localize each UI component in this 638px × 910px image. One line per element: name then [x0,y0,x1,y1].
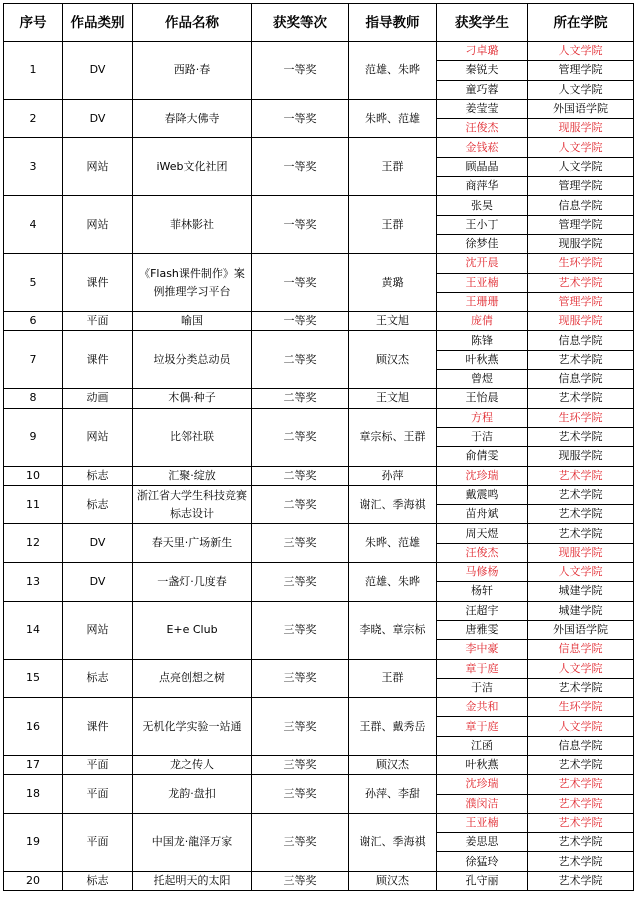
cell-seq: 14 [4,601,63,659]
cell-award: 二等奖 [252,466,349,485]
cell-college: 艺术学院 [528,466,634,485]
cell-student: 徐猛玲 [437,852,528,871]
cell-student: 童巧蓉 [437,80,528,99]
cell-category: DV [63,42,133,100]
cell-student: 王珊珊 [437,292,528,311]
cell-student: 商萍华 [437,177,528,196]
cell-college: 管理学院 [528,61,634,80]
header-teacher: 指导教师 [349,4,437,42]
cell-work-name: 垃圾分类总动员 [133,331,252,389]
cell-teacher: 顾汉杰 [349,871,437,890]
cell-work-name: 喻国 [133,312,252,331]
cell-student: 孔守丽 [437,871,528,890]
cell-college: 城建学院 [528,601,634,620]
cell-college: 人文学院 [528,563,634,582]
cell-college: 信息学院 [528,196,634,215]
cell-award: 三等奖 [252,659,349,698]
cell-award: 一等奖 [252,42,349,100]
cell-category: DV [63,524,133,563]
cell-college: 艺术学院 [528,427,634,446]
cell-category: 课件 [63,698,133,756]
cell-seq: 11 [4,485,63,524]
cell-student: 苗舟斌 [437,505,528,524]
cell-seq: 12 [4,524,63,563]
cell-student: 王小丁 [437,215,528,234]
cell-student: 唐雅雯 [437,620,528,639]
cell-college: 人文学院 [528,138,634,157]
cell-college: 艺术学院 [528,505,634,524]
cell-student: 徐梦佳 [437,234,528,253]
cell-student: 俞倩雯 [437,447,528,466]
cell-work-name: 一盏灯·几度春 [133,563,252,602]
cell-category: 网站 [63,601,133,659]
table-row [4,389,634,408]
cell-student: 姜思思 [437,833,528,852]
cell-work-name: 托起明天的太阳 [133,871,252,890]
cell-college: 信息学院 [528,736,634,755]
cell-work-name: 中国龙·龍泽万家 [133,813,252,871]
cell-student: 于洁 [437,427,528,446]
cell-student: 濮闵洁 [437,794,528,813]
cell-seq: 4 [4,196,63,254]
cell-seq: 1 [4,42,63,100]
cell-award: 一等奖 [252,312,349,331]
cell-award: 三等奖 [252,698,349,756]
cell-award: 三等奖 [252,775,349,814]
table-row [4,254,634,273]
cell-teacher: 谢汇、季海祺 [349,485,437,524]
cell-student: 汪俊杰 [437,543,528,562]
cell-teacher: 孙萍 [349,466,437,485]
cell-college: 艺术学院 [528,813,634,832]
table-row [4,659,634,678]
cell-award: 一等奖 [252,99,349,138]
cell-award: 二等奖 [252,389,349,408]
cell-teacher: 范雄、朱晔 [349,42,437,100]
table-row [4,466,634,485]
cell-student: 沈开晨 [437,254,528,273]
header-row [4,4,634,42]
header-category: 作品类别 [63,4,133,42]
cell-college: 艺术学院 [528,871,634,890]
cell-teacher: 王文旭 [349,389,437,408]
cell-college: 艺术学院 [528,273,634,292]
table-row [4,871,634,890]
cell-college: 信息学院 [528,640,634,659]
cell-teacher: 王群、戴秀岳 [349,698,437,756]
cell-award: 一等奖 [252,254,349,312]
cell-category: 标志 [63,466,133,485]
table-row [4,601,634,620]
cell-category: 网站 [63,138,133,196]
cell-teacher: 范雄、朱晔 [349,563,437,602]
cell-teacher: 谢汇、季海祺 [349,813,437,871]
cell-student: 王亚楠 [437,813,528,832]
cell-category: 动画 [63,389,133,408]
cell-award: 三等奖 [252,563,349,602]
cell-student: 曾煜 [437,370,528,389]
cell-category: DV [63,563,133,602]
cell-student: 方程 [437,408,528,427]
cell-college: 城建学院 [528,582,634,601]
cell-seq: 20 [4,871,63,890]
table-row [4,755,634,774]
cell-work-name: 《Flash课件制作》案例推理学习平台 [133,254,252,312]
cell-student: 张昊 [437,196,528,215]
cell-work-name: 浙江省大学生科技竞赛标志设计 [133,485,252,524]
cell-teacher: 朱晔、范雄 [349,524,437,563]
cell-award: 三等奖 [252,813,349,871]
cell-teacher: 王群 [349,196,437,254]
cell-category: 平面 [63,755,133,774]
cell-seq: 15 [4,659,63,698]
cell-student: 叶秋燕 [437,350,528,369]
cell-student: 章于庭 [437,717,528,736]
cell-college: 外国语学院 [528,99,634,118]
table-body [4,42,634,891]
table-row [4,524,634,543]
cell-award: 三等奖 [252,871,349,890]
cell-student: 周天煜 [437,524,528,543]
table-row [4,485,634,504]
cell-seq: 7 [4,331,63,389]
cell-college: 管理学院 [528,292,634,311]
cell-student: 金共和 [437,698,528,717]
header-work-name: 作品名称 [133,4,252,42]
cell-award: 二等奖 [252,485,349,524]
header-seq: 序号 [4,4,63,42]
cell-student: 章于庭 [437,659,528,678]
cell-award: 一等奖 [252,196,349,254]
cell-college: 人文学院 [528,80,634,99]
cell-category: 平面 [63,312,133,331]
cell-seq: 6 [4,312,63,331]
cell-category: 课件 [63,331,133,389]
cell-teacher: 孙萍、李甜 [349,775,437,814]
cell-student: 叶秋燕 [437,755,528,774]
cell-work-name: 无机化学实验一站通 [133,698,252,756]
table-row [4,563,634,582]
cell-college: 艺术学院 [528,524,634,543]
cell-work-name: 菲林影社 [133,196,252,254]
cell-seq: 8 [4,389,63,408]
cell-category: 标志 [63,659,133,698]
cell-student: 李中豪 [437,640,528,659]
cell-seq: 13 [4,563,63,602]
cell-teacher: 顾汉杰 [349,755,437,774]
cell-college: 生环学院 [528,408,634,427]
cell-seq: 2 [4,99,63,138]
cell-teacher: 朱晔、范雄 [349,99,437,138]
cell-teacher: 章宗标、王群 [349,408,437,466]
cell-teacher: 李晓、章宗标 [349,601,437,659]
cell-college: 信息学院 [528,331,634,350]
cell-work-name: 龙之传人 [133,755,252,774]
cell-work-name: 西路·春 [133,42,252,100]
cell-student: 于洁 [437,678,528,697]
table-row [4,99,634,118]
cell-seq: 10 [4,466,63,485]
cell-student: 马修杨 [437,563,528,582]
cell-college: 人文学院 [528,157,634,176]
cell-college: 管理学院 [528,215,634,234]
cell-award: 三等奖 [252,601,349,659]
cell-category: 平面 [63,775,133,814]
cell-teacher: 黄璐 [349,254,437,312]
cell-work-name: 汇聚·绽放 [133,466,252,485]
cell-seq: 3 [4,138,63,196]
cell-student: 汪超宇 [437,601,528,620]
table-row [4,408,634,427]
cell-work-name: 春降大佛寺 [133,99,252,138]
cell-student: 王亚楠 [437,273,528,292]
cell-college: 现服学院 [528,312,634,331]
table-row [4,42,634,61]
cell-student: 杨轩 [437,582,528,601]
cell-award: 一等奖 [252,138,349,196]
cell-category: 标志 [63,871,133,890]
cell-category: 网站 [63,196,133,254]
header-award: 获奖等次 [252,4,349,42]
cell-work-name: 春天里·广场新生 [133,524,252,563]
cell-student: 姜莹莹 [437,99,528,118]
cell-category: 平面 [63,813,133,871]
cell-work-name: iWeb文化社团 [133,138,252,196]
cell-student: 沈珍瑞 [437,466,528,485]
cell-college: 现服学院 [528,543,634,562]
cell-category: 标志 [63,485,133,524]
cell-student: 汪俊杰 [437,119,528,138]
cell-work-name: E+e Club [133,601,252,659]
cell-college: 管理学院 [528,177,634,196]
cell-college: 艺术学院 [528,389,634,408]
cell-college: 艺术学院 [528,852,634,871]
cell-work-name: 点亮创想之树 [133,659,252,698]
cell-college: 信息学院 [528,370,634,389]
table-row [4,775,634,794]
cell-college: 艺术学院 [528,833,634,852]
cell-seq: 19 [4,813,63,871]
cell-seq: 17 [4,755,63,774]
cell-category: 网站 [63,408,133,466]
cell-college: 艺术学院 [528,350,634,369]
cell-student: 王怡晨 [437,389,528,408]
cell-award: 三等奖 [252,755,349,774]
cell-student: 刁卓璐 [437,42,528,61]
cell-student: 金钱菘 [437,138,528,157]
cell-teacher: 王群 [349,138,437,196]
cell-seq: 5 [4,254,63,312]
cell-work-name: 木偶·种子 [133,389,252,408]
table-row [4,196,634,215]
cell-student: 戴震鸣 [437,485,528,504]
cell-student: 江函 [437,736,528,755]
table-row [4,698,634,717]
cell-college: 艺术学院 [528,678,634,697]
cell-teacher: 王群 [349,659,437,698]
cell-college: 现服学院 [528,447,634,466]
cell-college: 生环学院 [528,698,634,717]
cell-college: 艺术学院 [528,755,634,774]
cell-work-name: 比邻社联 [133,408,252,466]
cell-student: 陈锋 [437,331,528,350]
cell-award: 三等奖 [252,524,349,563]
awards-table [3,3,634,891]
cell-college: 生环学院 [528,254,634,273]
header-college: 所在学院 [528,4,634,42]
cell-student: 顾晶晶 [437,157,528,176]
cell-category: DV [63,99,133,138]
cell-teacher: 顾汉杰 [349,331,437,389]
table-row [4,813,634,832]
header-student: 获奖学生 [437,4,528,42]
table-row [4,312,634,331]
cell-college: 艺术学院 [528,485,634,504]
cell-seq: 18 [4,775,63,814]
table-row [4,331,634,350]
table-row [4,138,634,157]
cell-student: 庞倩 [437,312,528,331]
cell-seq: 9 [4,408,63,466]
cell-college: 现服学院 [528,119,634,138]
cell-category: 课件 [63,254,133,312]
cell-student: 秦锐夫 [437,61,528,80]
cell-college: 人文学院 [528,659,634,678]
cell-award: 二等奖 [252,331,349,389]
cell-teacher: 王文旭 [349,312,437,331]
cell-college: 艺术学院 [528,775,634,794]
awards-table-container [3,3,634,891]
cell-college: 人文学院 [528,42,634,61]
cell-seq: 16 [4,698,63,756]
cell-college: 现服学院 [528,234,634,253]
cell-college: 艺术学院 [528,794,634,813]
cell-student: 沈珍瑞 [437,775,528,794]
cell-award: 二等奖 [252,408,349,466]
cell-work-name: 龙韵·盘扣 [133,775,252,814]
cell-college: 人文学院 [528,717,634,736]
cell-college: 外国语学院 [528,620,634,639]
